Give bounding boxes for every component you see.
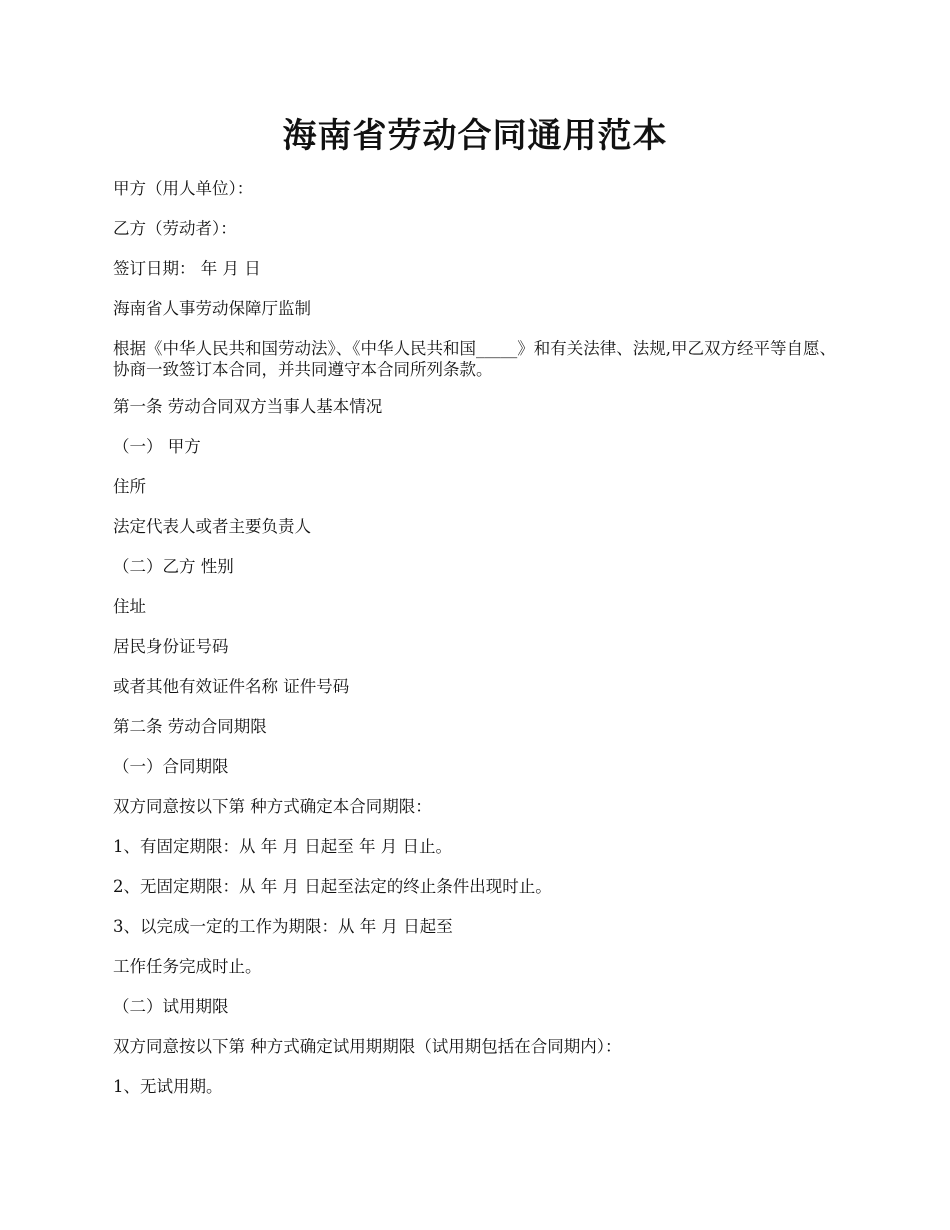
party-a-line: 甲方（用人单位）： xyxy=(113,179,254,198)
task-term-continuation: 工作任务完成时止。 xyxy=(113,957,262,976)
task-term-option: 3、以完成一定的工作为期限：从 年 月 日起至 xyxy=(113,917,453,936)
probation-method-line: 双方同意按以下第 种方式确定试用期期限（试用期包括在合同期内）： xyxy=(113,1037,622,1056)
party-b-line: 乙方（劳动者）： xyxy=(113,219,237,238)
document-title: 海南省劳动合同通用范本 xyxy=(282,116,668,156)
article-2-heading: 第二条 劳动合同期限 xyxy=(113,717,267,736)
signing-date-line: 签订日期： 年 月 日 xyxy=(113,259,261,278)
document-body xyxy=(113,178,843,1116)
party-a-address-line: 住所 xyxy=(113,477,146,496)
party-b-address-line: 住址 xyxy=(113,597,146,616)
open-term-option: 2、无固定期限：从 年 月 日起至法定的终止条件出现时止。 xyxy=(113,877,552,896)
supervisor-line: 海南省人事劳动保障厅监制 xyxy=(113,299,311,318)
fixed-term-option: 1、有固定期限：从 年 月 日起至 年 月 日止。 xyxy=(113,837,452,856)
contract-term-subheading: （一）合同期限 xyxy=(113,757,229,776)
id-number-line: 居民身份证号码 xyxy=(113,637,229,656)
party-b-subheading: （二）乙方 性别 xyxy=(113,557,234,576)
legal-representative-line: 法定代表人或者主要负责人 xyxy=(113,517,311,536)
term-method-line: 双方同意按以下第 种方式确定本合同期限： xyxy=(113,797,432,816)
no-probation-option: 1、无试用期。 xyxy=(113,1077,223,1096)
probation-subheading: （二）试用期限 xyxy=(113,997,229,1016)
preamble-paragraph: 根据《中华人民共和国劳动法》、《中华人民共和国_____》和有关法律、法规,甲乙双方经平等自愿、协商一致签订本合同，并共同遵守本合同所列条款。 xyxy=(113,339,836,379)
party-a-subheading: （一） 甲方 xyxy=(113,437,201,456)
other-id-line: 或者其他有效证件名称 证件号码 xyxy=(113,677,350,696)
article-1-heading: 第一条 劳动合同双方当事人基本情况 xyxy=(113,397,383,416)
